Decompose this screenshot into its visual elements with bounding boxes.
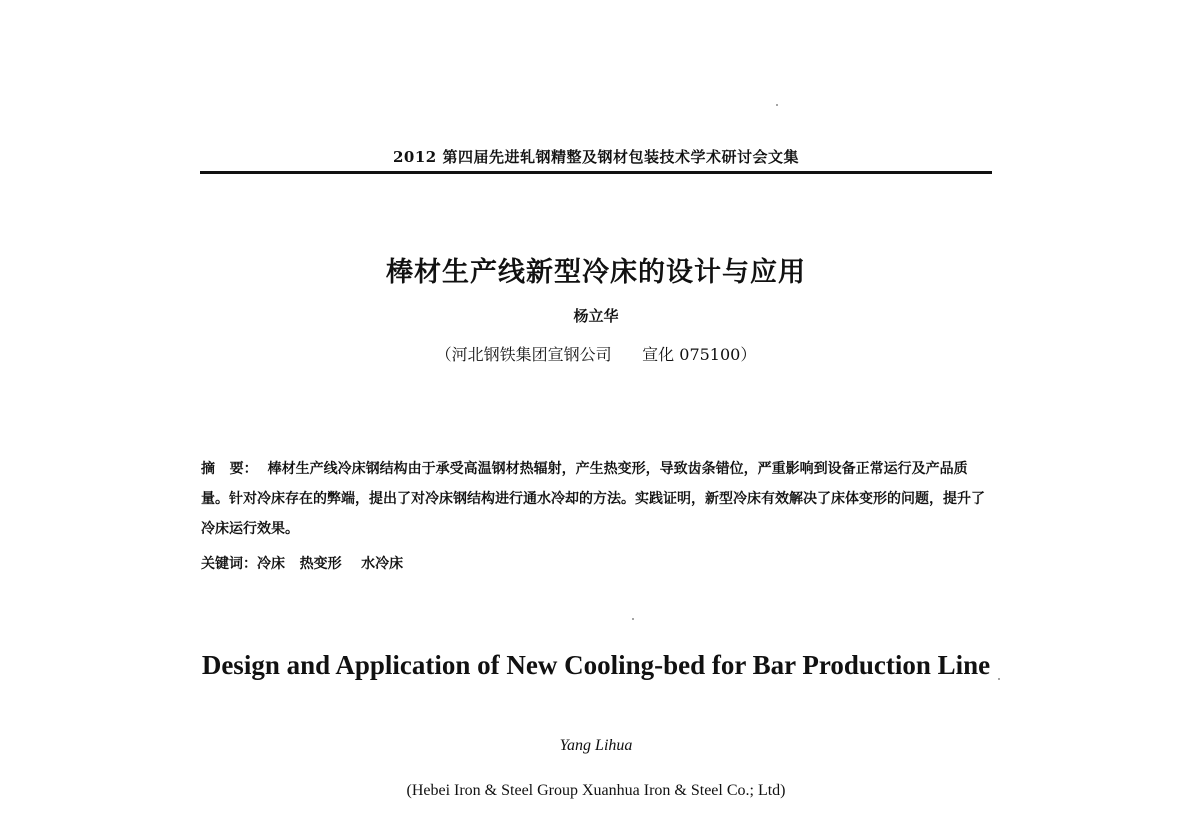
chinese-title: 棒材生产线新型冷床的设计与应用 bbox=[386, 257, 806, 288]
chinese-abstract bbox=[201, 454, 993, 544]
running-header: 2012 第四届先进轧钢精整及钢材包装技术学术研讨会文集 bbox=[393, 148, 799, 166]
english-title: Design and Application of New Cooling-bed for Bar Production Line bbox=[201, 650, 991, 680]
scan-speck bbox=[632, 618, 634, 620]
chinese-keywords: 关键词：冷床 热变形 水冷床 bbox=[201, 556, 404, 572]
scan-speck bbox=[998, 678, 1000, 680]
chinese-author: 杨立华 bbox=[573, 307, 619, 325]
header-rule bbox=[200, 171, 992, 174]
english-affiliation: (Hebei Iron & Steel Group Xuanhua Iron & Steel Co.; Ltd) bbox=[406, 782, 786, 799]
scan-speck bbox=[776, 104, 778, 106]
chinese-affiliation: （河北钢铁集团宣钢公司 宣化 075100） bbox=[435, 345, 757, 364]
abstract-label: 摘 要： bbox=[201, 461, 258, 477]
abstract-text: 棒材生产线冷床钢结构由于承受高温钢材热辐射，产生热变形，导致齿条错位，严重影响到设备正常运行及产品质量。针对冷床存在的弊端，提出了对冷床钢结构进行通水冷却的方法。实践证明，新型冷床有效解决了床体变形的问题，提升了冷床运行效果。 bbox=[201, 461, 985, 537]
english-author: Yang Lihua bbox=[559, 737, 633, 754]
